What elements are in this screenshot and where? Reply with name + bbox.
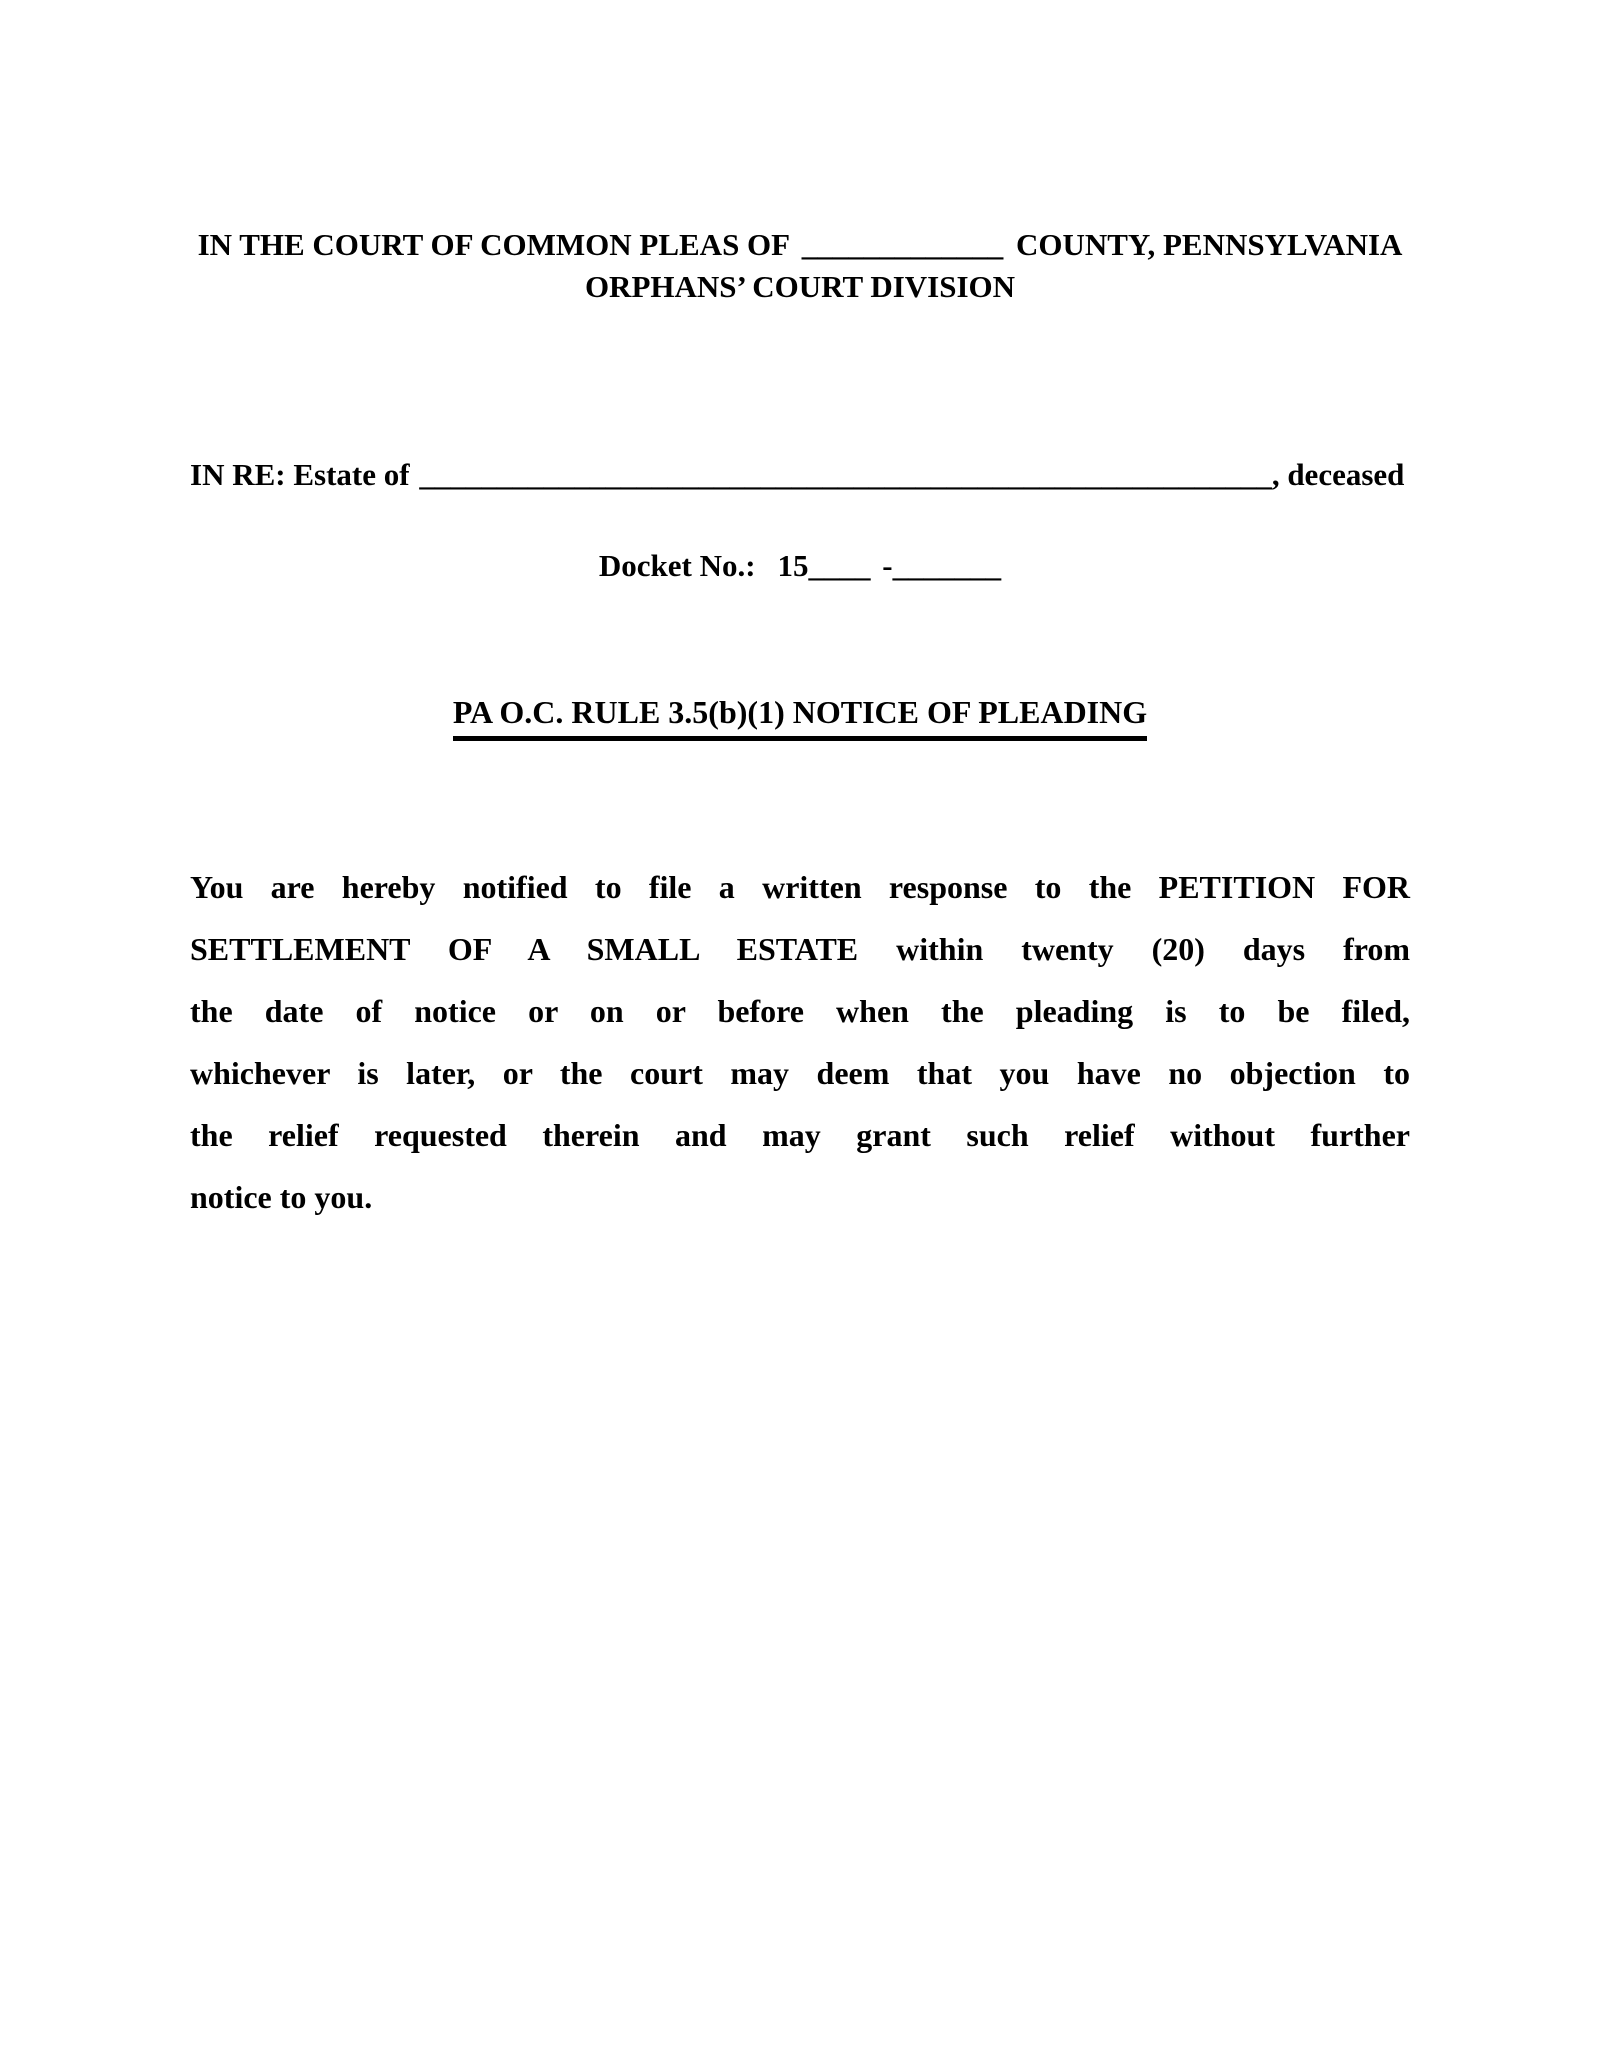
notice-body-paragraph [190, 856, 1410, 1228]
docket-year-prefix: 15 [777, 548, 809, 583]
body-line-5: the relief requested therein and may grant such relief without further [190, 1117, 1410, 1153]
body-line-6: notice to you. [190, 1179, 373, 1215]
estate-caption-line [190, 454, 1410, 496]
docket-blank-2: _______ [892, 548, 1002, 583]
notice-title: PA O.C. RULE 3.5(b)(1) NOTICE OF PLEADING [453, 689, 1147, 741]
estate-prefix-label: IN RE: Estate of [190, 457, 410, 492]
court-name-prefix: IN THE COURT OF COMMON PLEAS OF [197, 227, 789, 262]
body-line-4: whichever is later, or the court may deem that you have no objection to [190, 1055, 1410, 1091]
deceased-label: , deceased [1271, 457, 1405, 492]
docket-separator: - [882, 548, 893, 583]
docket-label: Docket No.: [598, 548, 756, 583]
body-line-2: SETTLEMENT OF A SMALL ESTATE within twenty (20) days from [190, 931, 1410, 967]
docket-number-line [190, 545, 1410, 587]
estate-name-blank-line: _______________________________________________________ [419, 457, 1272, 492]
notice-title-row [190, 689, 1410, 741]
body-line-1: You are hereby notified to file a written response to the PETITION FOR [190, 869, 1410, 905]
body-line-3: the date of notice or on or before when the pleading is to be filed, [190, 993, 1410, 1029]
court-name-suffix: COUNTY, PENNSYLVANIA [1015, 227, 1403, 262]
court-heading-line2: ORPHANS’ COURT DIVISION [584, 269, 1016, 304]
court-heading-line1 [190, 224, 1410, 266]
court-heading [190, 224, 1410, 308]
county-blank-line: _____________ [801, 227, 1004, 262]
docket-blank-1: ____ [808, 548, 871, 583]
